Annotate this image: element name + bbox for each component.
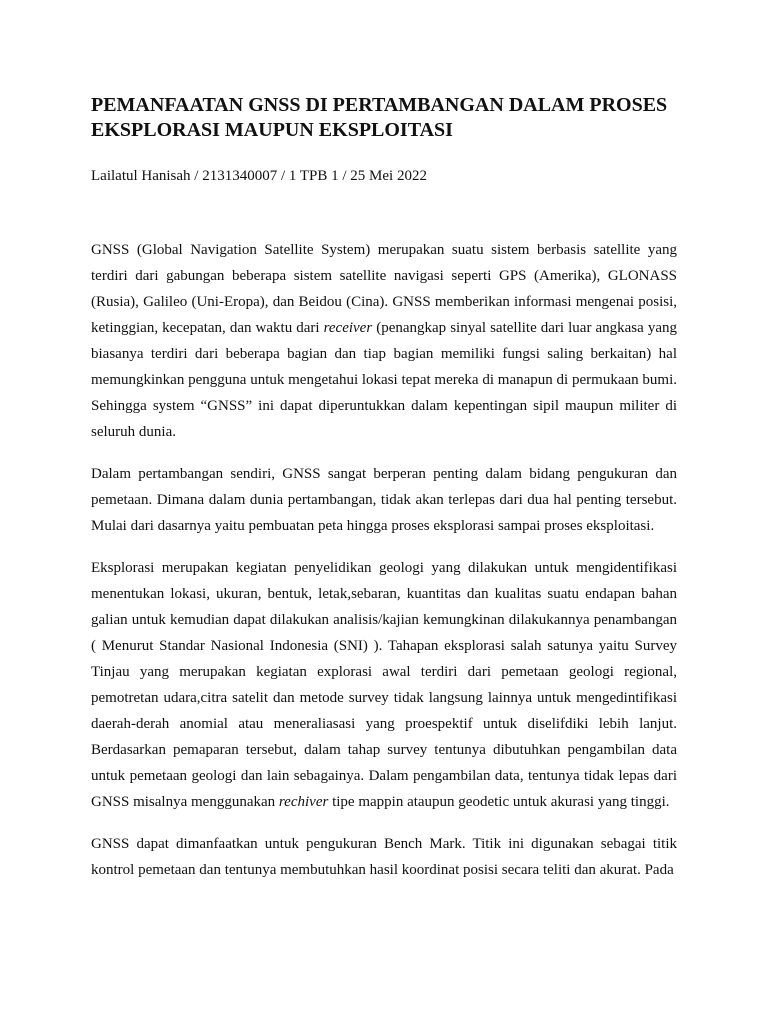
paragraph-bench-mark: GNSS dapat dimanfaatkan untuk pengukuran Bench Mark. Titik ini digunakan sebagai titik kontrol pemetaan dan tentunya membutuhkan hasil koordinat posisi secara teliti dan akurat. Pada xyxy=(91,836,677,878)
paragraph-text: GNSS (Global Navigation Satellite System) merupakan suatu sistem berbasis satellite yang terdiri dari gabungan beberapa sistem satellite navigasi seperti GPS (Amerika), GLONASS (Rusia), Galileo (Uni-Eropa), dan Beidou (Cina). GNSS memberikan informasi mengenai posisi, ketinggian, kecepatan, dan waktu dari xyxy=(91,242,677,336)
italic-term-rechiver: rechiver xyxy=(278,794,329,810)
paragraph-text: tipe mappin ataupun geodetic untuk akurasi yang tinggi. xyxy=(328,794,670,810)
italic-term-receiver: receiver xyxy=(323,320,373,336)
document-title: PEMANFAATAN GNSS DI PERTAMBANGAN DALAM PROSES EKSPLORASI MAUPUN EKSPLOITASI xyxy=(91,94,668,141)
paragraph-exploration xyxy=(91,555,677,815)
paragraph-text: Eksplorasi merupakan kegiatan penyelidikan geologi yang dilakukan untuk mengidentifikasi menentukan lokasi, ukuran, bentuk, letak,sebaran, kuantitas dan kualitas suatu endapan bahan galian untuk kemudian dapat dilakukan analisis/kajian kemungkinan dilakukannya penambangan ( Menurut Standar Nasional Indonesia (SNI) ). Tahapan eksplorasi salah satunya yaitu Survey Tinjau yang merupakan kegiatan explorasi awal terdiri dari pemetaan geologi regional, pemotretan udara,citra satelit dan metode survey tidak langsung lainnya untuk mengedintifikasi daerah-derah anomial atau meneraliasasi yang proespektif untuk diselifdiki lebih lanjut. Berdasarkan pemaparan tersebut, dalam tahap survey tentunya dibutuhkan pengambilan data untuk pemetaan geologi dan lain sebagainya. Dalam pengambilan data, tentunya tidak lepas dari GNSS misalnya menggunakan xyxy=(91,560,677,810)
author-meta-line: Lailatul Hanisah / 2131340007 / 1 TPB 1 / 25 Mei 2022 xyxy=(91,168,427,184)
document-body xyxy=(91,237,677,883)
paragraph-gnss-definition xyxy=(91,237,677,445)
paragraph-gnss-mining: Dalam pertambangan sendiri, GNSS sangat berperan penting dalam bidang pengukuran dan pemetaan. Dimana dalam dunia pertambangan, tidak akan terlepas dari dua hal penting tersebut. Mulai dari dasarnya yaitu pembuatan peta hingga proses eksplorasi sampai proses eksploitasi. xyxy=(91,466,677,534)
paragraph-text: (penangkap sinyal satellite dari luar angkasa yang biasanya terdiri dari beberapa bagian dan tiap bagian memiliki fungsi saling berkaitan) hal memungkinkan pengguna untuk mengetahui lokasi tepat mereka di manapun di permukaan bumi. Sehingga system “GNSS” ini dapat diperuntukkan dalam kepentingan sipil maupun militer di seluruh dunia. xyxy=(91,320,677,440)
